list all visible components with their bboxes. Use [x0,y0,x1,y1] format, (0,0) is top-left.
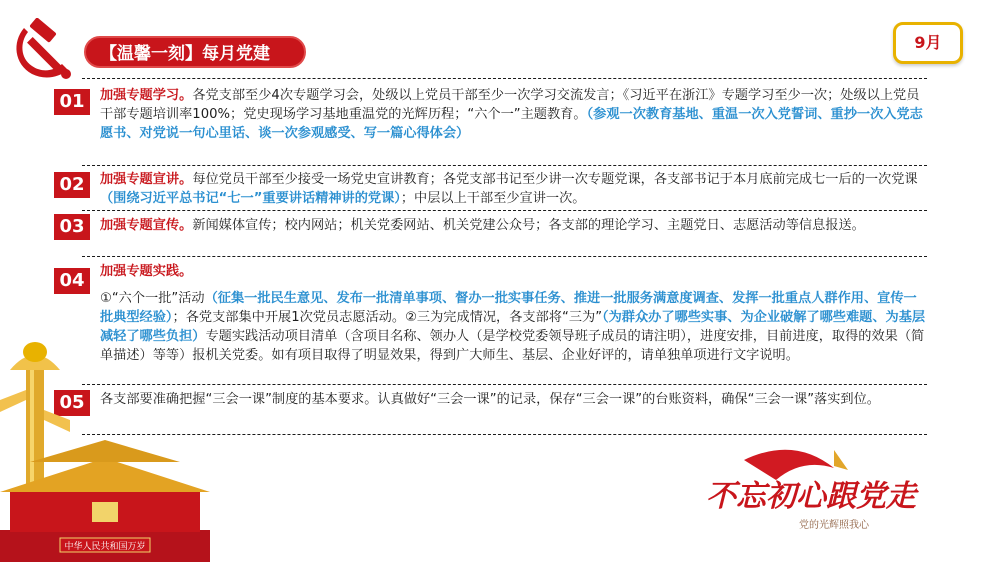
divider [82,434,927,435]
page-title: 【温馨一刻】每月党建 [84,36,306,68]
month-badge: 9月 [893,22,963,64]
item-text [100,390,926,409]
divider [82,384,927,385]
item-highlight: （参观一次教育基地、重温一次入党誓词、重抄一次入党志愿书、对党说一句心里话、谈一次参观感受、写一篇心得体会） [100,107,923,141]
item-body: 专题实践活动项目清单（含项目名称、领办人（是学校党委领导班子成员的请注明），进度安排，目前进度，取得的效果（简单描述）等等）报机关党委。如有项目取得了明显效果，得到广大师生、基层、企业好评的，请单独单项进行文字说明。 [100,329,925,363]
slogan-subtext: 党的光辉照我心 [799,520,869,531]
item-lead: 加强专题实践。 [100,264,193,279]
item-body: ；各党支部集中开展1次党员志愿活动。②三为完成情况，各支部将“三为” [172,310,603,325]
item-highlight: （征集一批民生意见、发布一批清单事项、督办一批实事任务、推进一批服务满意度调查、发挥一批重点人群作用、宣传一批典型经验） [100,291,917,325]
item-lead: 加强专题宣传。 [100,218,193,233]
item-body: ；中层以上干部至少宣讲一次。 [400,191,586,206]
slogan-text: 不忘初心跟党走 [706,479,916,514]
item-text [100,216,926,235]
item-number: 05 [54,390,90,416]
item-lead: 加强专题学习。 [100,88,193,103]
item-lead: 加强专题宣讲。 [100,172,193,187]
item-body: 每位党员干部至少接受一场党史宣讲教育；各党支部书记至少讲一次专题党课，各支部书记于本月底前完成七一后的一次党课 [192,172,918,187]
item-text [100,170,926,208]
divider [82,210,927,211]
item-text [100,262,926,365]
slogan-calligraphy [684,440,938,540]
item-number: 02 [54,172,90,198]
item-body: 新闻媒体宣传；校内网站；机关党委网站、机关党建公众号；各支部的理论学习、主题党日、志愿活动等信息报送。 [192,218,865,233]
item-number: 03 [54,214,90,240]
item-body: 各支部要准确把握“三会一课”制度的基本要求。认真做好“三会一课”的记录，保存“三会一课”的台账资料，确保“三会一课”落实到位。 [100,392,880,407]
item-highlight: （为群众办了哪些实事、为企业破解了哪些难题、为基层减轻了哪些负担） [100,310,926,344]
divider [82,256,927,257]
item-body: 各党支部至少4次专题学习会，处级以上党员干部至少一次学习交流发言；《习近平在浙江》专题学习至少一次；处级以上党员干部专题培训率100%；党史现场学习基地重温党的光辉历程；“六个一”主题教育。 [100,88,920,122]
gate-plaque-text: 中华人民共和国万岁 [64,542,146,552]
tiananmen-gate-icon [0,440,210,562]
item-number: 04 [54,268,90,294]
item-highlight: （围绕习近平总书记“七一”重要讲话精神讲的党课） [100,191,401,206]
party-emblem-icon [10,18,78,82]
item-body: ①“六个一批”活动 [100,291,205,306]
divider [82,165,927,166]
item-text [100,86,926,143]
divider [82,78,927,79]
item-number: 01 [54,89,90,115]
